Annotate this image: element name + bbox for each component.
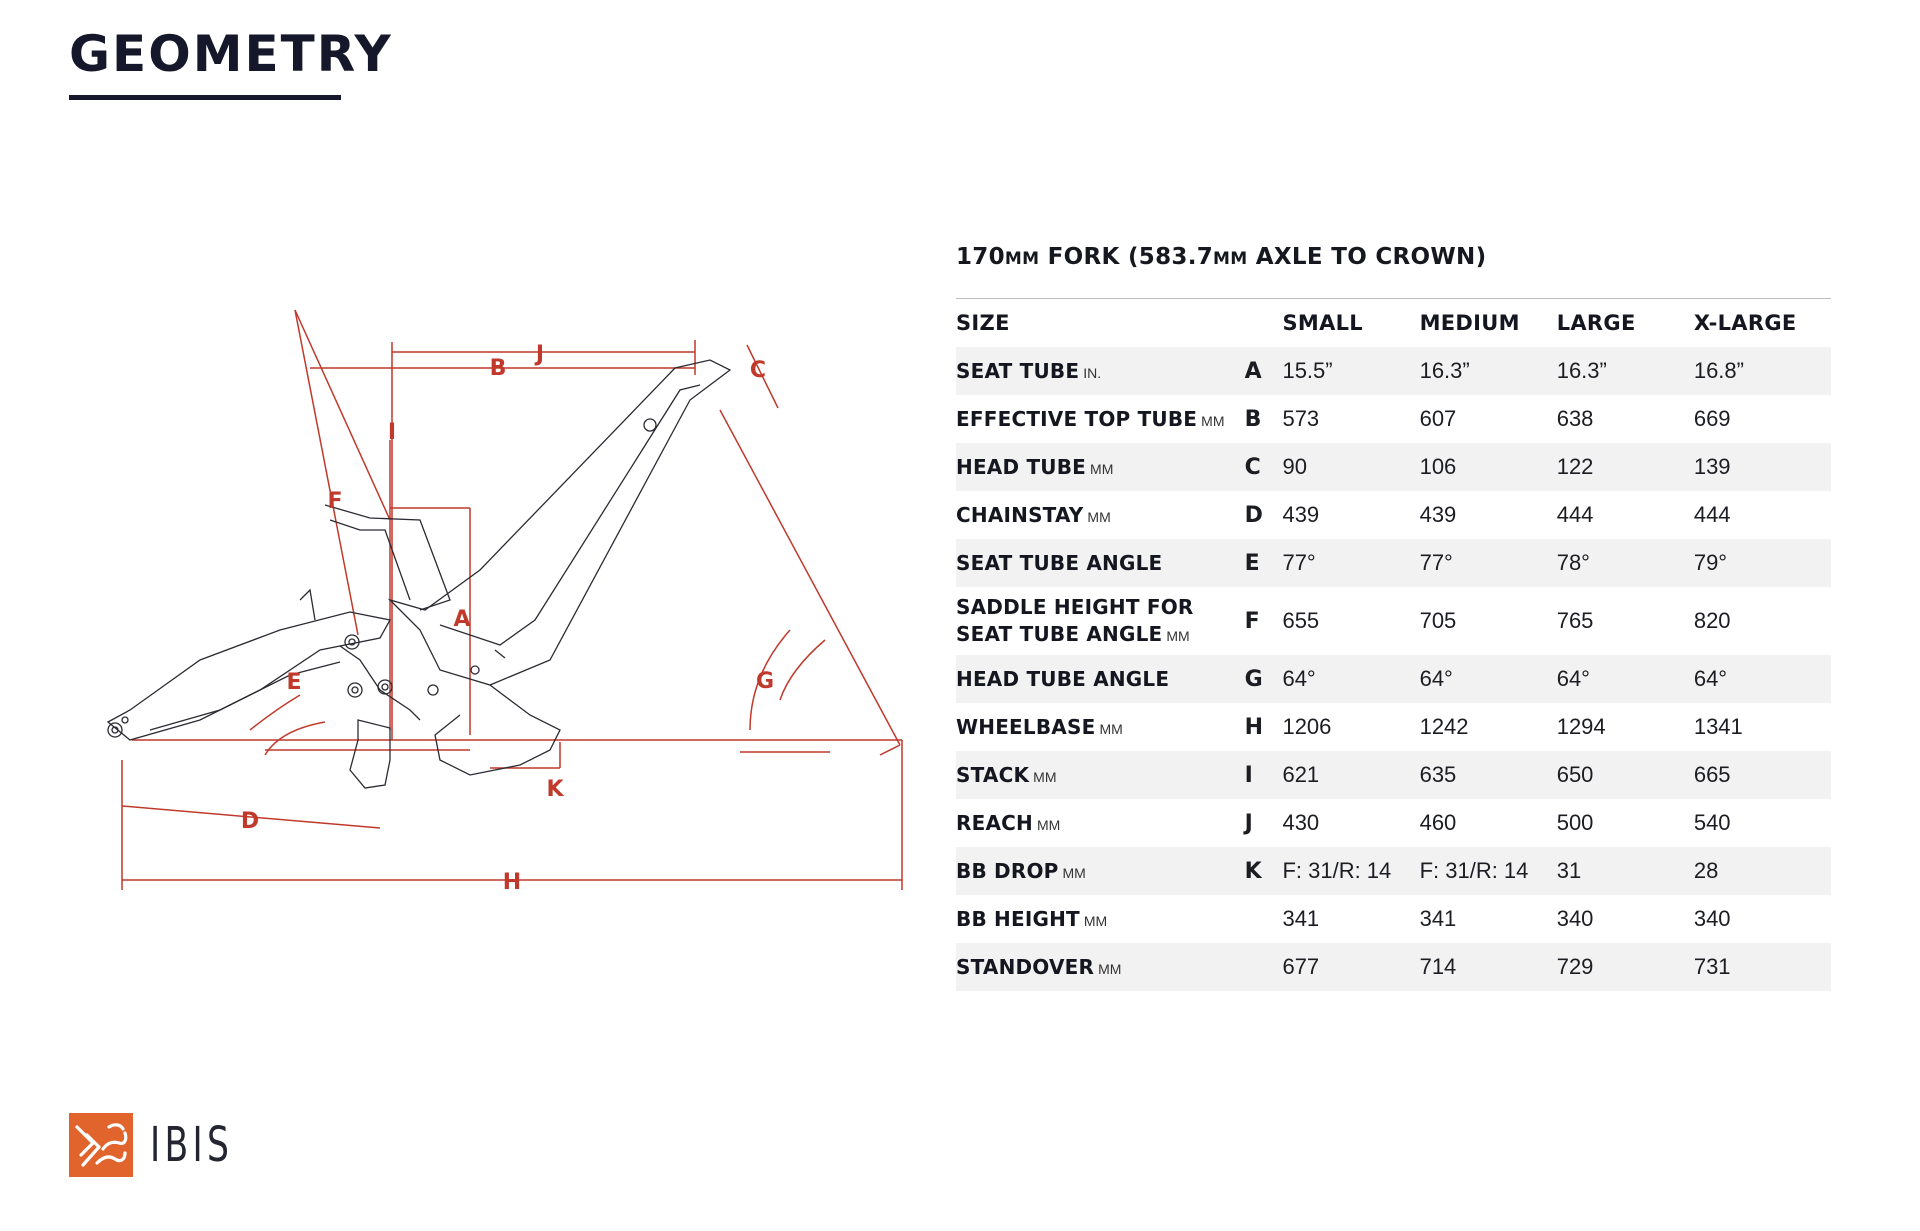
row-name: SEAT TUBE [956,358,1080,383]
cell-small: 430 [1282,810,1320,835]
row-code: H [1244,714,1264,740]
row-name: WHEELBASE [956,714,1096,739]
header-x-large: X-LARGE [1693,311,1797,335]
cell-large: 122 [1557,443,1694,491]
row-name: SADDLE HEIGHT FOR [956,595,1194,619]
label-i: I [387,420,397,445]
cell-large: 444 [1556,502,1594,527]
cell-small: 90 [1282,443,1419,491]
cell-small: 341 [1282,906,1320,931]
row-unit: MM [1033,768,1057,785]
cell-medium: 341 [1419,906,1457,931]
row-unit: MM [1087,508,1111,525]
row-name: HEAD TUBE ANGLE [956,666,1170,691]
header-small: SMALL [1282,311,1363,335]
label-j: J [535,342,545,367]
cell-small: 439 [1282,502,1320,527]
cell-large: 16.3” [1557,347,1694,395]
label-b: B [489,356,507,381]
row-unit: MM [1166,628,1190,644]
header-size: SIZE [956,311,1010,335]
table-row [956,395,1831,443]
cell-medium: 106 [1420,443,1557,491]
cell-x-large: 64° [1694,655,1831,703]
row-unit: MM [1083,912,1108,929]
table-row [956,347,1831,395]
table-row [956,587,1831,655]
cell-small: 1206 [1282,714,1332,739]
cell-x-large: 16.8” [1694,347,1831,395]
dimension-lines [122,310,902,890]
cell-small: 621 [1282,751,1419,799]
row-code: F [1244,608,1260,634]
row-code: G [1245,655,1283,703]
brand-name: IBIS [150,1117,234,1173]
cell-medium: 460 [1419,810,1457,835]
label-e: E [286,670,302,695]
heading-fork: FORK (583.7 [1039,244,1214,270]
row-name-line2: SEAT TUBE ANGLE [956,622,1163,646]
row-unit: MM [1036,816,1061,833]
table-row [956,491,1831,539]
cell-large: 500 [1556,810,1594,835]
table-row [956,703,1831,751]
row-name: EFFECTIVE TOP TUBE [956,406,1198,431]
row-name: CHAINSTAY [956,502,1084,527]
row-name: HEAD TUBE [956,454,1087,479]
cell-medium: 705 [1419,608,1457,633]
heading-unit: MM [1213,249,1248,269]
cell-x-large: 665 [1694,751,1831,799]
heading-unit: MM [1004,249,1040,269]
label-g: G [755,669,775,694]
cell-x-large: 540 [1693,810,1731,835]
cell-large: 729 [1557,943,1694,991]
cell-medium: 714 [1420,943,1557,991]
cell-large: 340 [1556,906,1594,931]
table-row [956,799,1831,847]
dimension-labels [241,342,774,895]
cell-large: 1294 [1556,714,1606,739]
table-header-row [956,299,1831,348]
cell-x-large: 669 [1693,406,1731,431]
cell-x-large: 820 [1693,608,1731,633]
row-name: BB HEIGHT [956,906,1080,931]
spec-heading [956,244,1486,270]
cell-large: 31 [1557,847,1694,895]
cell-x-large: 731 [1694,943,1831,991]
page-title: GEOMETRY [69,25,393,83]
table-row [956,539,1831,587]
row-unit: MM [1090,460,1114,477]
cell-medium: 439 [1419,502,1457,527]
cell-medium: 64° [1420,655,1557,703]
row-code: B [1244,406,1262,432]
row-unit: MM [1062,864,1086,881]
row-code [1245,943,1283,991]
cell-medium: 77° [1420,539,1557,587]
table-row [956,943,1831,991]
row-code: D [1244,502,1263,528]
heading-size: 170 [956,244,1005,270]
row-unit: MM [1099,720,1123,737]
label-d: D [240,809,260,834]
row-code: C [1245,443,1283,491]
cell-small: 64° [1282,655,1419,703]
cell-large: 78° [1557,539,1694,587]
cell-small: 15.5” [1282,347,1419,395]
heading-axle: AXLE TO CROWN) [1247,244,1487,270]
cell-small: 655 [1282,608,1320,633]
label-h: H [502,870,522,895]
row-name: STANDOVER [956,954,1095,979]
cell-x-large: 139 [1694,443,1831,491]
ibis-logo-icon [69,1113,133,1177]
cell-small: 77° [1282,539,1419,587]
row-code: E [1245,539,1283,587]
row-code: K [1245,847,1283,895]
geometry-table [956,298,1831,991]
cell-small: F: 31/R: 14 [1282,847,1419,895]
header-code [1245,299,1283,348]
cell-x-large: 340 [1693,906,1731,931]
row-code: J [1244,810,1253,836]
cell-medium: 1242 [1419,714,1469,739]
cell-x-large: 444 [1693,502,1731,527]
title-underline [69,95,341,100]
row-code: I [1245,751,1283,799]
row-unit: MM [1201,412,1225,429]
header-large: LARGE [1556,311,1636,335]
cell-x-large: 79° [1694,539,1831,587]
cell-small: 677 [1282,943,1419,991]
row-unit: IN. [1083,364,1102,381]
table-row [956,751,1831,799]
cell-large: 650 [1557,751,1694,799]
row-code: A [1245,347,1283,395]
cell-medium: 635 [1420,751,1557,799]
label-f: F [327,489,343,514]
cell-medium: F: 31/R: 14 [1420,847,1557,895]
frame-geometry-diagram [90,290,930,910]
table-row [956,847,1831,895]
cell-large: 64° [1557,655,1694,703]
label-k: K [546,777,564,802]
cell-medium: 16.3” [1420,347,1557,395]
table-row [956,895,1831,943]
row-code [1245,895,1283,943]
cell-large: 765 [1556,608,1594,633]
cell-x-large: 28 [1694,847,1831,895]
cell-x-large: 1341 [1693,714,1743,739]
row-name: BB DROP [956,858,1059,883]
cell-medium: 607 [1419,406,1457,431]
row-unit: MM [1098,960,1122,977]
row-name: STACK [956,762,1030,787]
cell-large: 638 [1556,406,1594,431]
bike-frame-outline [108,360,730,788]
label-a: A [453,607,471,632]
table-row [956,655,1831,703]
table-row [956,443,1831,491]
row-name: SEAT TUBE ANGLE [956,550,1163,575]
header-medium: MEDIUM [1419,311,1520,335]
row-name: REACH [956,810,1033,835]
cell-small: 573 [1282,406,1320,431]
label-c: C [749,358,767,383]
